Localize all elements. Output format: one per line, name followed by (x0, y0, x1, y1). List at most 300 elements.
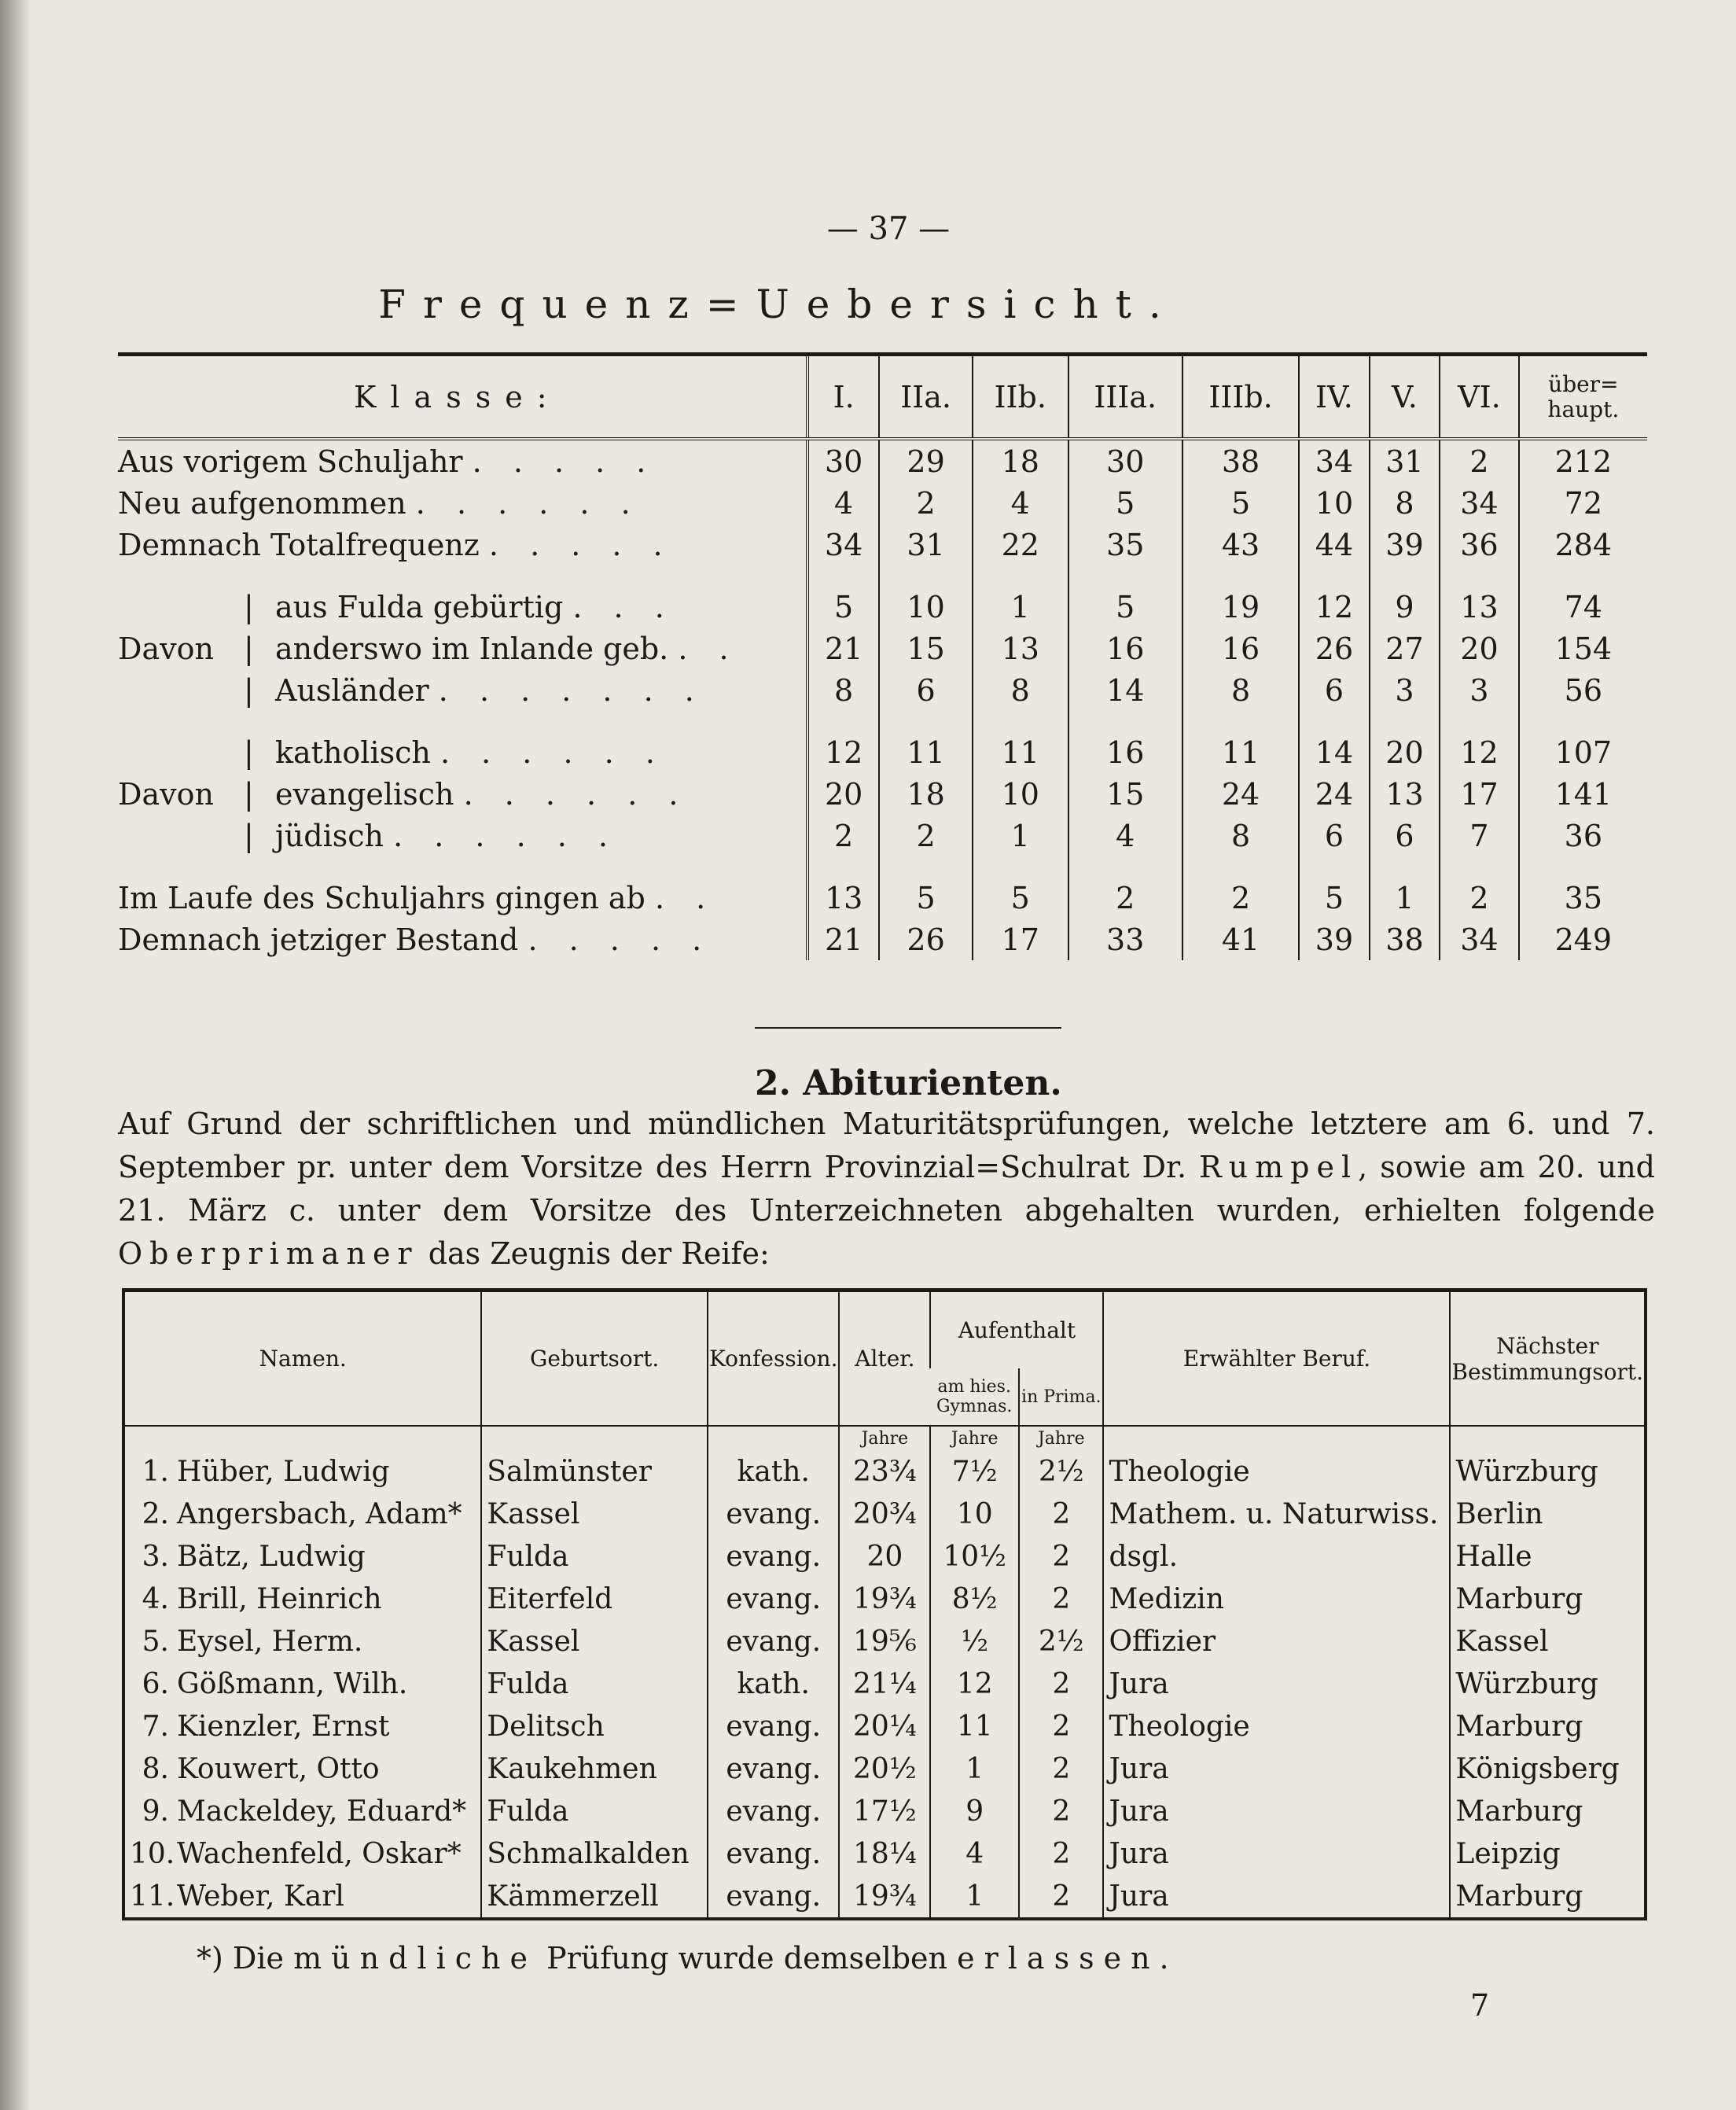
row-leader-dots: . . . . . . (393, 818, 619, 853)
row-value: 14 (1068, 669, 1182, 711)
row-label: katholisch (275, 735, 431, 770)
row-label: aus Fulda gebürtig (275, 589, 564, 624)
row-value: 3 (1370, 669, 1440, 711)
row-value: 35 (1068, 524, 1182, 565)
signature-mark: 7 (1470, 1988, 1490, 2023)
student-birthplace: Kassel (481, 1493, 708, 1535)
unit-alter: Jahre (839, 1426, 930, 1450)
student-profession: Mathem. u. Naturwiss. (1103, 1493, 1450, 1535)
col-header: IIa. (879, 355, 973, 440)
frequency-header-row (118, 355, 1647, 440)
units-row (123, 1426, 1646, 1450)
frequency-row (118, 669, 1647, 711)
row-label: Aus vorigem Schuljahr (118, 444, 463, 479)
row-value: 18 (973, 439, 1068, 482)
row-value: 34 (807, 524, 879, 565)
row-value: 10 (879, 586, 973, 628)
row-value: 33 (1068, 919, 1182, 960)
row-leader-dots: . . (654, 880, 717, 915)
row-value: 31 (879, 524, 973, 565)
row-value: 29 (879, 439, 973, 482)
group-label: Davon (118, 631, 214, 666)
row-value: 35 (1519, 877, 1647, 919)
header-am-hies-gymnas: am hies. Gymnas. (930, 1368, 1019, 1426)
frequency-row (118, 439, 1647, 482)
row-value: 30 (1068, 439, 1182, 482)
row-value: 13 (1440, 586, 1519, 628)
row-value: 8 (1370, 482, 1440, 524)
row-value: 26 (879, 919, 973, 960)
row-value: 39 (1299, 919, 1370, 960)
row-value: 8 (973, 669, 1068, 711)
student-years-prima: 2 (1019, 1578, 1103, 1620)
student-confession: evang. (708, 1620, 839, 1663)
row-value: 4 (807, 482, 879, 524)
row-value: 36 (1440, 524, 1519, 565)
row-label: Demnach Totalfrequenz (118, 527, 480, 562)
row-value: 16 (1068, 628, 1182, 669)
frequency-row (118, 877, 1647, 919)
student-profession: Theologie (1103, 1705, 1450, 1747)
row-value: 11 (879, 731, 973, 773)
row-value: 2 (807, 815, 879, 856)
row-value: 4 (1068, 815, 1182, 856)
student-confession: evang. (708, 1832, 839, 1875)
row-value: 5 (1299, 877, 1370, 919)
header-alter: Alter. (839, 1291, 930, 1427)
student-name-cell (123, 1832, 481, 1875)
unit-prima: Jahre (1019, 1426, 1103, 1450)
student-number: 8. (142, 1752, 169, 1785)
row-value: 10 (973, 773, 1068, 815)
student-number: 1. (142, 1455, 169, 1488)
row-value: 11 (973, 731, 1068, 773)
row-value: 26 (1299, 628, 1370, 669)
section-heading: 2. Abiturienten. (755, 1063, 1062, 1103)
row-value: 21 (807, 628, 879, 669)
unit-gymnas: Jahre (930, 1426, 1019, 1450)
student-row (123, 1620, 1646, 1663)
student-birthplace: Schmalkalden (481, 1832, 708, 1875)
student-years-prima: 2½ (1019, 1450, 1103, 1493)
group-brace: | (244, 672, 254, 708)
group-brace: | (244, 631, 254, 666)
intro-paragraph (118, 1103, 1655, 1276)
student-destination: Marburg (1450, 1705, 1646, 1747)
student-birthplace: Salmünster (481, 1450, 708, 1493)
intro-text-1: Auf Grund der schriftlichen und mündlichen Maturitätsprüfungen, welche letztere am 6. und 7. September pr. unter dem Vorsitze des Herrn Provinzial=Schulrat Dr. (118, 1107, 1655, 1184)
student-row (123, 1493, 1646, 1535)
student-name: Wachenfeld, Oskar* (177, 1837, 462, 1870)
row-leader-dots: . . . . . . (440, 735, 666, 770)
row-value: 7 (1440, 815, 1519, 856)
row-value: 2 (1182, 877, 1299, 919)
row-value: 39 (1370, 524, 1440, 565)
student-birthplace: Kaukehmen (481, 1747, 708, 1790)
row-value: 12 (1440, 731, 1519, 773)
row-value: 4 (973, 482, 1068, 524)
header-geburtsort: Geburtsort. (481, 1291, 708, 1427)
student-age: 20¾ (839, 1493, 930, 1535)
row-value: 1 (973, 815, 1068, 856)
row-value: 17 (1440, 773, 1519, 815)
row-value: 5 (1068, 586, 1182, 628)
student-years-gymnasium: ½ (930, 1620, 1019, 1663)
student-name-cell (123, 1875, 481, 1919)
frequency-table-title: Frequenz=Uebersicht. (378, 282, 1179, 327)
student-years-prima: 2 (1019, 1535, 1103, 1578)
student-years-prima: 2 (1019, 1832, 1103, 1875)
student-name-cell (123, 1790, 481, 1832)
row-value: 44 (1299, 524, 1370, 565)
student-years-gymnasium: 11 (930, 1705, 1019, 1747)
row-value: 5 (1182, 482, 1299, 524)
student-confession: evang. (708, 1790, 839, 1832)
col-header: V. (1370, 355, 1440, 440)
oberprimaner-text: Oberprimaner (118, 1236, 419, 1271)
student-name: Hüber, Ludwig (177, 1455, 390, 1488)
student-birthplace: Fulda (481, 1535, 708, 1578)
frequency-row (118, 773, 1647, 815)
row-value: 38 (1182, 439, 1299, 482)
frequency-row (118, 586, 1647, 628)
row-value: 154 (1519, 628, 1647, 669)
student-profession: Jura (1103, 1832, 1450, 1875)
student-birthplace: Eiterfeld (481, 1578, 708, 1620)
row-value: 2 (879, 815, 973, 856)
row-value: 34 (1299, 439, 1370, 482)
row-value: 16 (1068, 731, 1182, 773)
row-value: 10 (1299, 482, 1370, 524)
header-namen: Namen. (123, 1291, 481, 1427)
frequency-row (118, 815, 1647, 856)
student-confession: evang. (708, 1493, 839, 1535)
row-leader-dots: . . . . . (488, 527, 674, 562)
total-header-line2: haupt. (1547, 396, 1620, 422)
row-label: Ausländer (275, 672, 429, 708)
student-name-cell (123, 1493, 481, 1535)
abi-header-row (123, 1291, 1646, 1369)
row-value: 8 (807, 669, 879, 711)
col-header: IIIa. (1068, 355, 1182, 440)
student-name: Gößmann, Wilh. (177, 1667, 408, 1700)
student-name: Kouwert, Otto (177, 1752, 380, 1785)
student-birthplace: Fulda (481, 1790, 708, 1832)
total-header-line1: über= (1548, 370, 1619, 397)
student-age: 21¼ (839, 1663, 930, 1705)
row-value: 2 (1440, 877, 1519, 919)
student-profession: Medizin (1103, 1578, 1450, 1620)
student-number: 7. (142, 1710, 169, 1743)
row-value: 13 (973, 628, 1068, 669)
student-name-cell (123, 1663, 481, 1705)
col-header: VI. (1440, 355, 1519, 440)
row-value: 107 (1519, 731, 1647, 773)
student-destination: Würzburg (1450, 1663, 1646, 1705)
group-brace: | (244, 589, 254, 624)
col-header-total (1519, 355, 1647, 440)
row-label: anderswo im Inlande geb. (275, 631, 669, 666)
student-confession: evang. (708, 1705, 839, 1747)
row-value: 1 (973, 586, 1068, 628)
row-leader-dots: . . . . . (472, 444, 657, 479)
student-row (123, 1450, 1646, 1493)
row-value: 24 (1299, 773, 1370, 815)
row-leader-dots: . . . . . . . (438, 672, 705, 708)
row-value: 31 (1370, 439, 1440, 482)
klasse-label: Klasse: (354, 379, 561, 414)
row-value: 5 (807, 586, 879, 628)
header-in-prima: in Prima. (1019, 1368, 1103, 1426)
row-leader-dots: . . . . . . (463, 776, 690, 812)
student-years-prima: 2 (1019, 1493, 1103, 1535)
student-confession: evang. (708, 1747, 839, 1790)
col-header: IIb. (973, 355, 1068, 440)
student-row (123, 1747, 1646, 1790)
student-years-prima: 2 (1019, 1705, 1103, 1747)
student-number: 9. (142, 1795, 169, 1828)
student-destination: Marburg (1450, 1875, 1646, 1919)
row-value: 284 (1519, 524, 1647, 565)
abiturienten-body (123, 1426, 1646, 1919)
abiturienten-table (122, 1288, 1647, 1920)
row-value: 74 (1519, 586, 1647, 628)
student-number: 4. (142, 1582, 169, 1615)
student-years-gymnasium: 8½ (930, 1578, 1019, 1620)
student-years-gymnasium: 9 (930, 1790, 1019, 1832)
row-value: 12 (1299, 586, 1370, 628)
student-years-gymnasium: 10 (930, 1493, 1019, 1535)
student-birthplace: Fulda (481, 1663, 708, 1705)
row-value: 15 (879, 628, 973, 669)
student-years-gymnasium: 10½ (930, 1535, 1019, 1578)
student-years-prima: 2½ (1019, 1620, 1103, 1663)
student-age: 19¾ (839, 1578, 930, 1620)
row-value: 56 (1519, 669, 1647, 711)
student-profession: Jura (1103, 1790, 1450, 1832)
frequency-row (118, 482, 1647, 524)
student-number: 2. (142, 1497, 169, 1530)
row-value: 41 (1182, 919, 1299, 960)
student-name-cell (123, 1620, 481, 1663)
student-years-prima: 2 (1019, 1663, 1103, 1705)
page-gutter-shadow (0, 0, 31, 2110)
student-name-cell (123, 1578, 481, 1620)
row-value: 27 (1370, 628, 1440, 669)
row-value: 43 (1182, 524, 1299, 565)
student-row (123, 1875, 1646, 1919)
student-years-prima: 2 (1019, 1875, 1103, 1919)
student-age: 20¼ (839, 1705, 930, 1747)
group-brace: | (244, 776, 254, 812)
row-value: 72 (1519, 482, 1647, 524)
row-leader-dots: . . (678, 631, 740, 666)
row-value: 30 (807, 439, 879, 482)
frequency-row (118, 628, 1647, 669)
header-bestimmungsort: Nächster Bestimmungsort. (1450, 1291, 1646, 1427)
frequency-body (118, 439, 1647, 960)
student-destination: Königsberg (1450, 1747, 1646, 1790)
footnote-prefix: *) Die (197, 1941, 285, 1976)
student-destination: Marburg (1450, 1578, 1646, 1620)
row-value: 11 (1182, 731, 1299, 773)
student-name: Angersbach, Adam* (177, 1497, 462, 1530)
student-age: 19⅚ (839, 1620, 930, 1663)
row-label: Demnach jetziger Bestand (118, 922, 519, 957)
frequency-row (118, 919, 1647, 960)
student-name: Eysel, Herm. (177, 1625, 363, 1658)
student-birthplace: Delitsch (481, 1705, 708, 1747)
student-name: Mackeldey, Eduard* (177, 1795, 467, 1828)
student-years-gymnasium: 12 (930, 1663, 1019, 1705)
row-value: 2 (879, 482, 973, 524)
row-value: 20 (1440, 628, 1519, 669)
student-destination: Berlin (1450, 1493, 1646, 1535)
student-number: 6. (142, 1667, 169, 1700)
row-label: Neu aufgenommen (118, 485, 406, 521)
group-brace: | (244, 818, 254, 853)
student-row (123, 1832, 1646, 1875)
student-confession: kath. (708, 1663, 839, 1705)
student-name: Brill, Heinrich (177, 1582, 382, 1615)
student-number: 5. (142, 1625, 169, 1658)
row-value: 6 (1370, 815, 1440, 856)
row-value: 6 (879, 669, 973, 711)
header-konfession: Konfession. (708, 1291, 839, 1427)
section-divider (755, 1027, 1061, 1029)
row-label: evangelisch (275, 776, 454, 812)
row-leader-dots: . . . . . (528, 922, 713, 957)
header-beruf: Erwählter Beruf. (1103, 1291, 1450, 1427)
row-value: 22 (973, 524, 1068, 565)
student-profession: Jura (1103, 1747, 1450, 1790)
student-age: 19¾ (839, 1875, 930, 1919)
student-name-cell (123, 1450, 481, 1493)
student-profession: Jura (1103, 1663, 1450, 1705)
row-value: 212 (1519, 439, 1647, 482)
row-spacer (118, 565, 1647, 586)
row-value: 18 (879, 773, 973, 815)
row-value: 5 (879, 877, 973, 919)
row-value: 13 (807, 877, 879, 919)
row-value: 6 (1299, 669, 1370, 711)
group-brace: | (244, 735, 254, 770)
student-destination: Leipzig (1450, 1832, 1646, 1875)
frequency-row (118, 731, 1647, 773)
student-name-cell (123, 1747, 481, 1790)
student-birthplace: Kassel (481, 1620, 708, 1663)
row-value: 36 (1519, 815, 1647, 856)
row-value: 9 (1370, 586, 1440, 628)
row-value: 19 (1182, 586, 1299, 628)
row-leader-dots: . . . . . . (415, 485, 642, 521)
page-number: — 37 — (826, 211, 951, 247)
examiner-name: Rumpel (1199, 1150, 1359, 1184)
row-value: 14 (1299, 731, 1370, 773)
student-years-gymnasium: 1 (930, 1747, 1019, 1790)
student-years-gymnasium: 7½ (930, 1450, 1019, 1493)
student-destination: Kassel (1450, 1620, 1646, 1663)
student-profession: Theologie (1103, 1450, 1450, 1493)
row-label: Im Laufe des Schuljahrs gingen ab (118, 880, 645, 915)
student-number: 10. (130, 1837, 175, 1870)
student-number: 11. (130, 1880, 175, 1913)
student-destination: Würzburg (1450, 1450, 1646, 1493)
row-value: 249 (1519, 919, 1647, 960)
student-profession: Offizier (1103, 1620, 1450, 1663)
frequency-table (118, 352, 1647, 960)
student-profession: dsgl. (1103, 1535, 1450, 1578)
student-destination: Halle (1450, 1535, 1646, 1578)
row-value: 141 (1519, 773, 1647, 815)
col-header: IIIb. (1182, 355, 1299, 440)
row-value: 24 (1182, 773, 1299, 815)
student-confession: evang. (708, 1578, 839, 1620)
row-value: 1 (1370, 877, 1440, 919)
student-destination: Marburg (1450, 1790, 1646, 1832)
row-spacer (118, 856, 1647, 877)
student-age: 17½ (839, 1790, 930, 1832)
student-years-gymnasium: 4 (930, 1832, 1019, 1875)
row-value: 20 (807, 773, 879, 815)
student-age: 18¼ (839, 1832, 930, 1875)
footnote (197, 1941, 1179, 1976)
row-value: 17 (973, 919, 1068, 960)
student-years-prima: 2 (1019, 1790, 1103, 1832)
row-value: 15 (1068, 773, 1182, 815)
row-value: 13 (1370, 773, 1440, 815)
row-spacer (118, 711, 1647, 731)
row-value: 6 (1299, 815, 1370, 856)
student-years-gymnasium: 1 (930, 1875, 1019, 1919)
intro-text-2: , sowie am 20. und 21. März c. unter dem Vorsitze des Unterzeichneten abgehalten wurden, erhielten folgende (118, 1150, 1655, 1228)
row-label: jüdisch (275, 818, 384, 853)
row-value: 3 (1440, 669, 1519, 711)
row-value: 5 (1068, 482, 1182, 524)
row-value: 16 (1182, 628, 1299, 669)
row-value: 34 (1440, 919, 1519, 960)
student-name: Bätz, Ludwig (177, 1540, 366, 1573)
student-row (123, 1535, 1646, 1578)
row-leader-dots: . . . (572, 589, 675, 624)
student-name: Weber, Karl (177, 1880, 344, 1913)
student-confession: evang. (708, 1535, 839, 1578)
row-value: 12 (807, 731, 879, 773)
group-label: Davon (118, 776, 214, 812)
row-value: 34 (1440, 482, 1519, 524)
student-years-prima: 2 (1019, 1747, 1103, 1790)
student-row (123, 1705, 1646, 1747)
footnote-mid: Prüfung wurde demselben (546, 1941, 948, 1976)
student-number: 3. (142, 1540, 169, 1573)
student-age: 20 (839, 1535, 930, 1578)
row-value: 38 (1370, 919, 1440, 960)
student-row (123, 1663, 1646, 1705)
student-birthplace: Kämmerzell (481, 1875, 708, 1919)
student-confession: evang. (708, 1875, 839, 1919)
footnote-spaced-word: mündliche (293, 1941, 537, 1976)
student-name-cell (123, 1705, 481, 1747)
intro-text-3: das Zeugnis der Reife: (428, 1236, 770, 1271)
row-value: 5 (973, 877, 1068, 919)
student-name-cell (123, 1535, 481, 1578)
student-age: 20½ (839, 1747, 930, 1790)
student-profession: Jura (1103, 1875, 1450, 1919)
col-header: I. (807, 355, 879, 440)
header-aufenthalt: Aufenthalt (930, 1291, 1103, 1369)
row-value: 8 (1182, 815, 1299, 856)
row-value: 20 (1370, 731, 1440, 773)
